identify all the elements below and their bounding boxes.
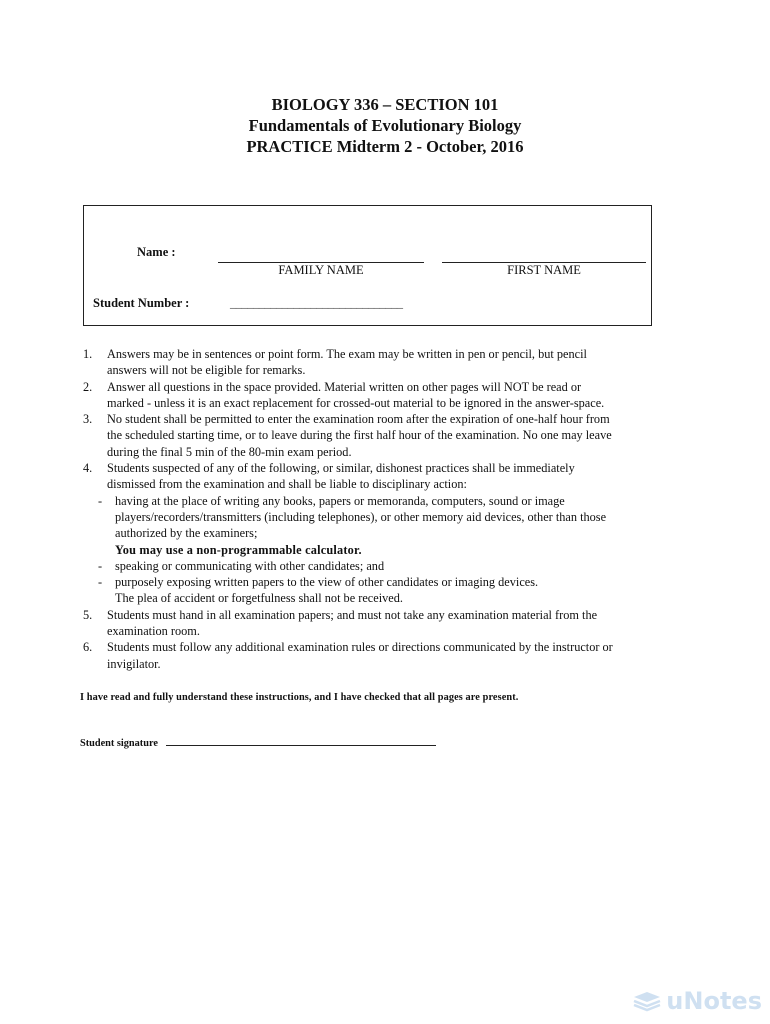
instruction-item: 1. Answers may be in sentences or point form. The exam may be written in pen or pencil, but pencil answers will not be eligible for remarks. bbox=[83, 347, 587, 378]
signature-row bbox=[80, 737, 436, 749]
book-stack-icon bbox=[632, 989, 662, 1013]
student-number-label: Student Number : bbox=[93, 296, 190, 310]
instruction-item: 2. Answer all questions in the space provided. Material written on other pages will NOT be read or marked - unless it is an exact replacement for crossed-out material to be ignored in the answer-space. bbox=[83, 379, 605, 410]
course-subtitle: Fundamentals of Evolutionary Biology bbox=[248, 116, 522, 135]
name-label: Name : bbox=[137, 245, 176, 259]
plea-note: The plea of accident or forgetfulness shall not be received. bbox=[115, 591, 403, 606]
dishonest-practice-item: - having at the place of writing any books, papers or memoranda, computers, sound or image players/recorders/transmitters (including telephones), or other memory aid devices, other than those authorized by the examiners; You may use a non-programmable calculator. bbox=[80, 493, 680, 558]
signature-label: Student signature bbox=[80, 738, 158, 749]
instruction-item: 5. Students must hand in all examination papers; and must not take any examination material from the examination room. bbox=[83, 607, 598, 639]
signature-line[interactable] bbox=[166, 737, 436, 746]
student-info-box bbox=[83, 205, 652, 326]
instruction-item: 3. No student shall be permitted to enter the examination room after the expiration of one-half hour from the scheduled starting time, or to leave during the first half hour of the examination. No one may leave during the final 5 min of the 80-min exam period. bbox=[83, 412, 612, 459]
first-name-caption: FIRST NAME bbox=[507, 263, 581, 277]
instructions-list bbox=[80, 346, 680, 672]
exam-title: PRACTICE Midterm 2 - October, 2016 bbox=[246, 137, 524, 156]
course-title: BIOLOGY 336 – SECTION 101 bbox=[271, 95, 499, 114]
family-name-caption: FAMILY NAME bbox=[278, 263, 364, 277]
student-number-line[interactable]: ______________________________ bbox=[230, 296, 403, 310]
dishonest-practice-item: - purposely exposing written papers to the view of other candidates or imaging devices. The plea of accident or forgetfulness shall not be received. bbox=[80, 574, 680, 607]
watermark-text: uNotes bbox=[666, 987, 762, 1015]
acknowledgement-statement: I have read and fully understand these instructions, and I have checked that all pages are present. bbox=[80, 692, 519, 703]
calculator-note: You may use a non-programmable calculator. bbox=[115, 542, 362, 557]
instruction-item: 6. Students must follow any additional examination rules or directions communicated by the instructor or invigilator. bbox=[83, 640, 613, 671]
dishonest-practice-item: - speaking or communicating with other candidates; and bbox=[98, 558, 385, 573]
exam-title-block bbox=[0, 94, 770, 157]
unotes-watermark bbox=[632, 986, 762, 1016]
instruction-item: 4. Students suspected of any of the following, or similar, dishonest practices shall be immediately dismissed from the examination and shall be liable to disciplinary action: bbox=[83, 461, 575, 492]
